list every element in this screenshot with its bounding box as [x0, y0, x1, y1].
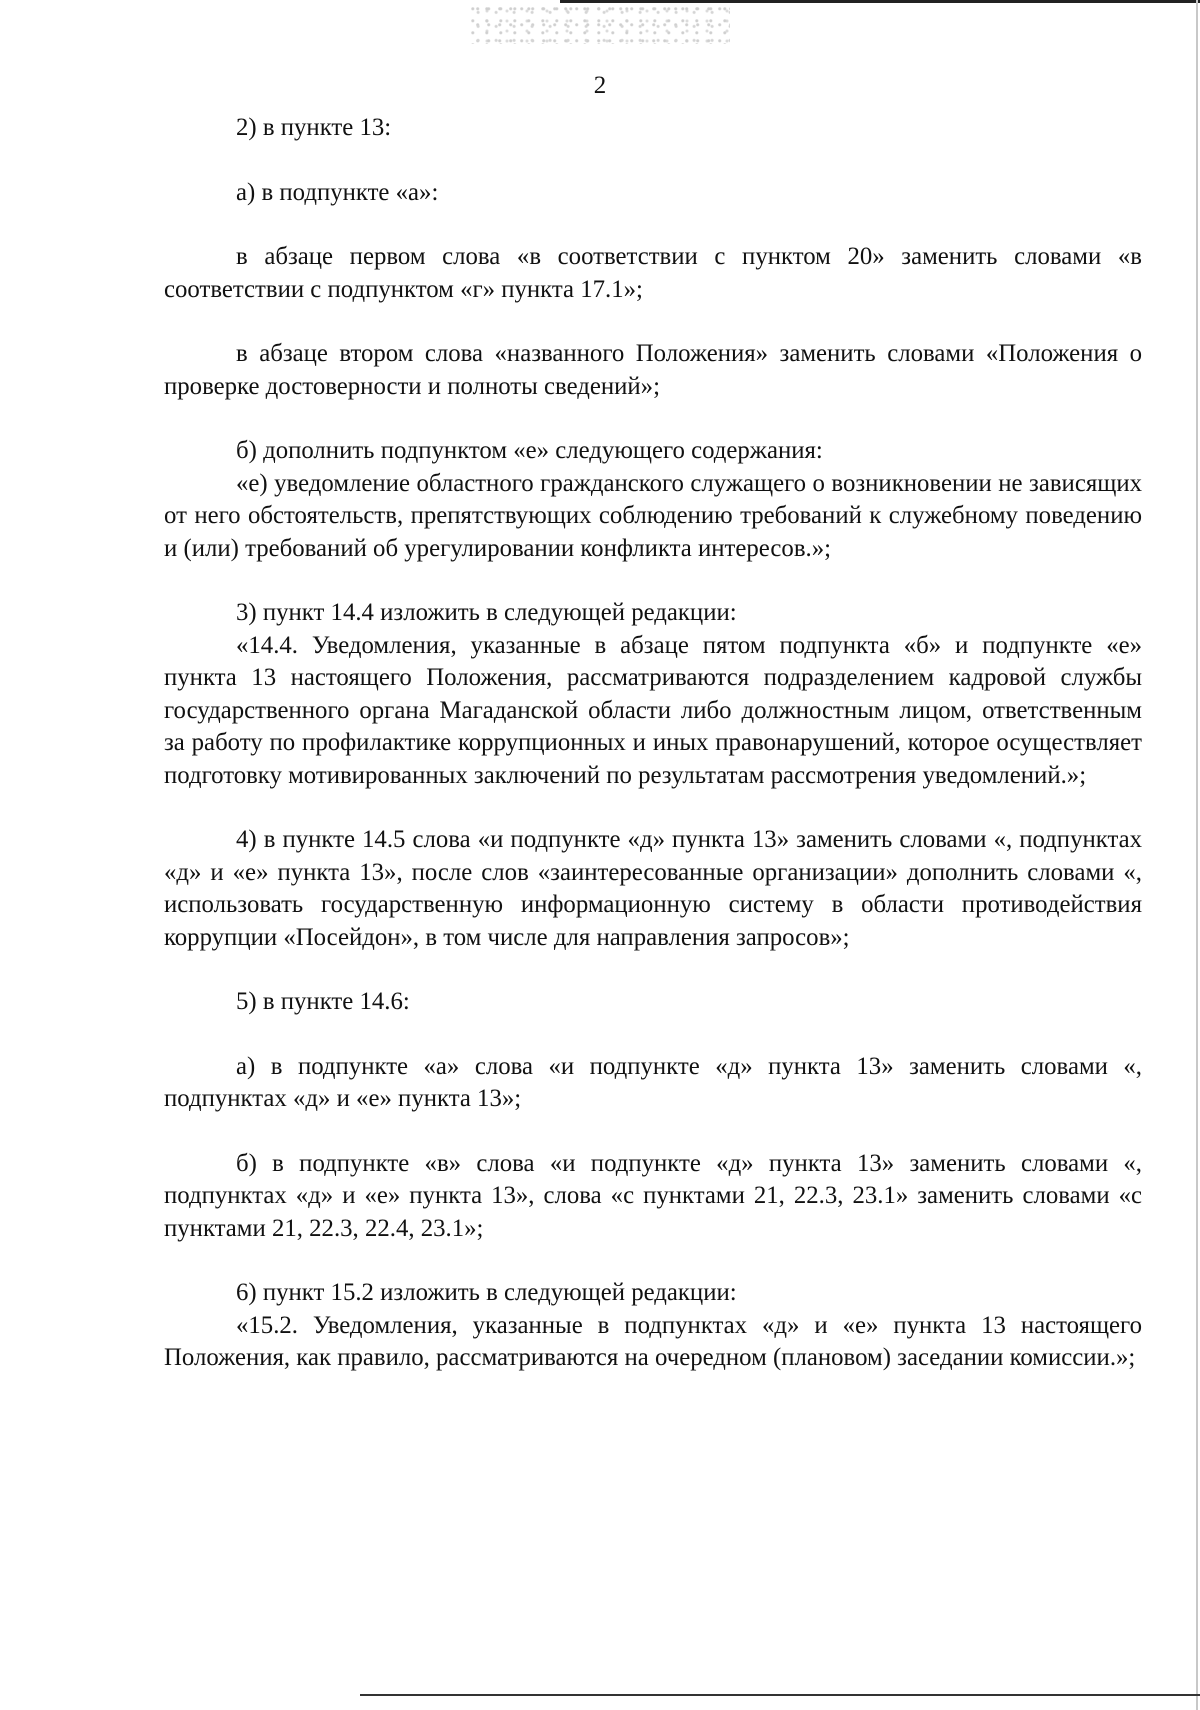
- page-number: 2: [593, 72, 607, 99]
- scan-edge-top: [560, 0, 1200, 3]
- scan-edge-right: [1196, 0, 1198, 1710]
- paragraph: в абзаце первом слова «в соответствии с пунктом 20» заменить словами «в соответствии с подпунктом «г» пункта 17.1»;: [164, 243, 1142, 303]
- paragraph: 3) пункт 14.4 изложить в следующей редакции:: [236, 599, 737, 626]
- paragraph: б) дополнить подпунктом «е» следующего содержания:: [236, 437, 823, 464]
- scan-noise: [470, 4, 730, 44]
- paragraph: в абзаце втором слова «названного Положения» заменить словами «Положения о проверке достоверности и полноты сведений»;: [164, 340, 1142, 400]
- paragraph: б) в подпункте «в» слова «и подпункте «д» пункта 13» заменить словами «, подпунктах «д» и «е» пункта 13», слова «с пунктами 21, 22.3, 23.1» заменить словами «с пунктами 21, 22.3, 22.4, 23.1»;: [164, 1149, 1142, 1242]
- paragraph: а) в подпункте «а» слова «и подпункте «д» пункта 13» заменить словами «, подпунктах «д» и «е» пункта 13»;: [164, 1052, 1142, 1112]
- paragraph: а) в подпункте «а»:: [236, 178, 439, 206]
- paragraph: 6) пункт 15.2 изложить в следующей редакции:: [236, 1279, 737, 1306]
- scan-edge-bottom: [360, 1694, 1200, 1696]
- paragraph: «е) уведомление областного гражданского служащего о возникновении не зависящих от него обстоятельств, препятствующих соблюдению требований к служебному поведению и (или) требований об урегулировании конфликта интересов.»;: [164, 469, 1142, 562]
- paragraph: «15.2. Уведомления, указанные в подпунктах «д» и «е» пункта 13 настоящего Положения, как правило, рассматриваются на очередном (плановом) заседании комиссии.»;: [164, 1311, 1142, 1371]
- document-body: [164, 112, 1142, 1375]
- paragraph: 5) в пункте 14.6:: [236, 988, 410, 1015]
- paragraph: 2) в пункте 13:: [236, 114, 392, 141]
- paragraph: 4) в пункте 14.5 слова «и подпункте «д» пункта 13» заменить словами «, подпунктах «д» и «е» пункта 13», после слов «заинтересованные организации» дополнить словами «, использовать государственную информационную систему в области противодействия коррупции «Посейдон», в том числе для направления запросов»;: [164, 826, 1142, 951]
- paragraph: «14.4. Уведомления, указанные в абзаце пятом подпункта «б» и подпункте «е» пункта 13 настоящего Положения, рассматриваются подразделением кадровой службы государственного органа Магаданской области либо должностным лицом, ответственным за работу по профилактике коррупционных и иных правонарушений, которое осуществляет подготовку мотивированных заключений по результатам рассмотрения уведомлений.»;: [164, 631, 1142, 789]
